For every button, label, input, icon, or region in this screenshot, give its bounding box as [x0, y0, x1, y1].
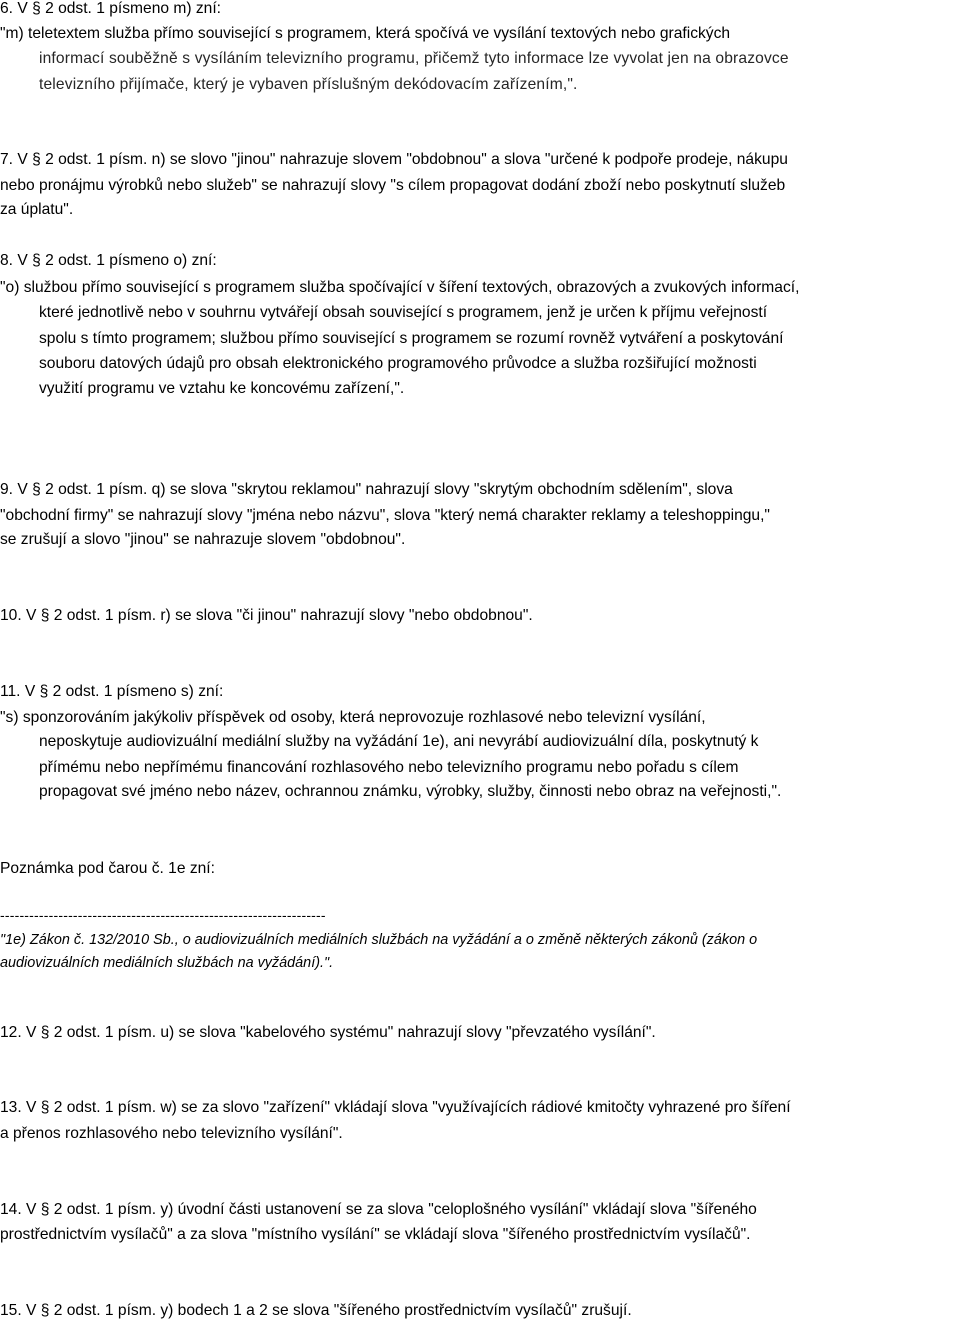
item-9-text-line: se zrušují a slovo "jinou" se nahrazuje slovem "obdobnou".: [0, 531, 406, 548]
item-8-text-line: které jednotlivě nebo v souhrnu vytvářejí obsah související s programem, jenž je určen k příjmu veřejností: [39, 304, 768, 321]
item-6-text-line: televizního přijímače, který je vybaven příslušným dekódovacím zařízením,".: [39, 76, 578, 93]
item-14-text-line: prostřednictvím vysílačů" a za slova "místního vysílání" se vkládají slova "šířeného prostřednictvím vysílačů".: [0, 1226, 751, 1243]
item-7-text-line: nebo pronájmu výrobků nebo služeb" se nahrazují slovy "s cílem propagovat dodání zboží nebo poskytnutí služeb: [0, 177, 786, 194]
item-9-text-line: "obchodní firmy" se nahrazují slovy "jména nebo názvu", slova "který nemá charakter reklamy a teleshoppingu,": [0, 507, 770, 524]
footnote-heading: Poznámka pod čarou č. 1e zní:: [0, 860, 215, 877]
item-11-heading: 11. V § 2 odst. 1 písmeno s) zní:: [0, 683, 224, 700]
item-8-text-line: spolu s tímto programem; službou přímo související s programem se rozumí rovněž vytváření a poskytování: [39, 330, 784, 347]
item-11-text-line: propagovat své jméno nebo název, ochrannou známku, výrobky, služby, činnosti nebo obraz na veřejnosti,".: [39, 783, 782, 800]
footnote-text-line: "1e) Zákon č. 132/2010 Sb., o audiovizuálních mediálních službách na vyžádání a o změně některých zákonů (zákon o: [0, 932, 758, 948]
item-7-text-line: za úplatu".: [0, 201, 74, 218]
footnote-separator: -------------------------------------------------------------------: [0, 907, 326, 923]
item-11-text-line: neposkytuje audiovizuální mediální služby na vyžádání 1e), ani nevyrábí audiovizuální díla, poskytnutý k: [39, 733, 759, 750]
item-13-text-line: 13. V § 2 odst. 1 písm. w) se za slovo "zařízení" vkládají slova "využívajících rádiové kmitočty vyhrazené pro šíření: [0, 1099, 791, 1116]
item-11-text-line: přímému nebo nepřímému financování rozhlasového nebo televizního programu nebo pořadu s cílem: [39, 759, 739, 776]
footnote-text-line: audiovizuálních mediálních službách na vyžádání).".: [0, 955, 334, 971]
item-6-heading: 6. V § 2 odst. 1 písmeno m) zní:: [0, 0, 222, 17]
item-12-text-line: 12. V § 2 odst. 1 písm. u) se slova "kabelového systému" nahrazují slovy "převzatého vysílání".: [0, 1024, 656, 1041]
item-8-text-line: "o) službou přímo související s programem služba spočívající v šíření textových, obrazových a zvukových informací,: [0, 279, 800, 296]
item-13-text-line: a přenos rozhlasového nebo televizního vysílání".: [0, 1125, 343, 1142]
item-10-text-line: 10. V § 2 odst. 1 písm. r) se slova "či jinou" nahrazují slovy "nebo obdobnou".: [0, 607, 533, 624]
item-7-text-line: 7. V § 2 odst. 1 písm. n) se slovo "jinou" nahrazuje slovem "obdobnou" a slova "určené k podpoře prodeje, nákupu: [0, 151, 788, 168]
item-8-heading: 8. V § 2 odst. 1 písmeno o) zní:: [0, 252, 217, 269]
item-14-text-line: 14. V § 2 odst. 1 písm. y) úvodní části ustanovení se za slova "celoplošného vysílání" vkládají slova "šířeného: [0, 1201, 757, 1218]
item-8-text-line: využití programu ve vztahu ke koncovému zařízení,".: [39, 380, 405, 397]
item-8-text-line: souboru datových údajů pro obsah elektronického programového průvodce a služba rozšiřující možnosti: [39, 355, 757, 372]
item-11-text-line: "s) sponzorováním jakýkoliv příspěvek od osoby, která neprovozuje rozhlasové nebo televizní vysílání,: [0, 709, 706, 726]
item-6-text-line: "m) teletextem služba přímo související s programem, která spočívá ve vysílání textových nebo grafických: [0, 25, 731, 42]
item-6-text-line: informací souběžně s vysíláním televizního programu, přičemž tyto informace lze vyvolat jen na obrazovce: [39, 50, 789, 67]
item-9-text-line: 9. V § 2 odst. 1 písm. q) se slova "skrytou reklamou" nahrazují slovy "skrytým obchodním sdělením", slova: [0, 481, 733, 498]
item-15-text-line: 15. V § 2 odst. 1 písm. y) bodech 1 a 2 se slova "šířeného prostřednictvím vysílačů" zrušují.: [0, 1302, 632, 1319]
